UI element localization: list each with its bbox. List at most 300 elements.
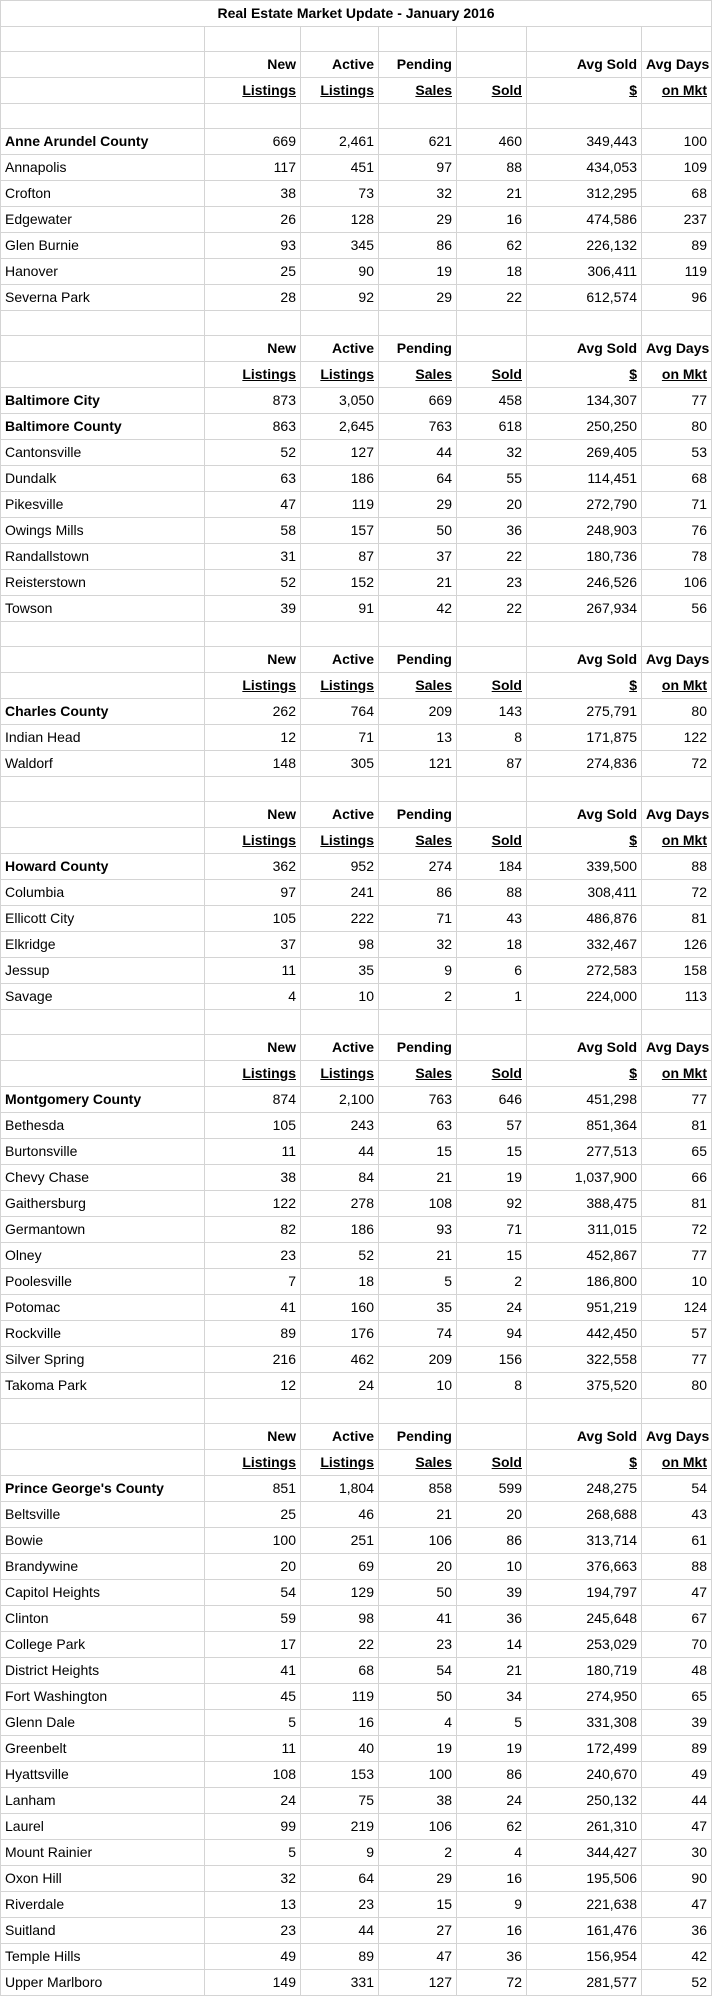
column-header — [301, 362, 379, 388]
avg-sold-price-cell: 224,000 — [527, 984, 642, 1010]
avg-days-on-market-cell: 109 — [642, 155, 712, 181]
table-row — [1, 285, 712, 311]
empty-cell — [527, 1399, 642, 1424]
avg-sold-price-cell: 180,719 — [527, 1658, 642, 1684]
avg-days-on-market-cell: 43 — [642, 1502, 712, 1528]
new-listings-cell: 12 — [205, 1373, 301, 1399]
avg-days-on-market-cell: 67 — [642, 1606, 712, 1632]
pending-sales-cell: 15 — [379, 1139, 457, 1165]
pending-sales-cell: 763 — [379, 414, 457, 440]
pending-sales-cell: 47 — [379, 1944, 457, 1970]
empty-cell — [205, 1399, 301, 1424]
column-header — [527, 1035, 642, 1061]
header-row-bottom — [1, 1061, 712, 1087]
avg-sold-price-cell: 221,638 — [527, 1892, 642, 1918]
table-row — [1, 1944, 712, 1970]
column-header-label: New — [267, 56, 296, 72]
new-listings-cell: 262 — [205, 699, 301, 725]
avg-sold-price-cell: 272,583 — [527, 958, 642, 984]
active-listings-cell: 764 — [301, 699, 379, 725]
avg-sold-price-cell: 268,688 — [527, 1502, 642, 1528]
pending-sales-cell: 13 — [379, 725, 457, 751]
avg-days-on-market-cell: 68 — [642, 466, 712, 492]
avg-days-on-market-cell: 49 — [642, 1762, 712, 1788]
sold-cell: 18 — [457, 259, 527, 285]
active-listings-cell: 98 — [301, 932, 379, 958]
city-name: Rockville — [1, 1321, 205, 1347]
sold-cell: 86 — [457, 1762, 527, 1788]
sold-cell: 4 — [457, 1840, 527, 1866]
avg-days-on-market-cell: 77 — [642, 388, 712, 414]
active-listings-cell: 160 — [301, 1295, 379, 1321]
column-header — [642, 828, 712, 854]
pending-sales-cell: 74 — [379, 1321, 457, 1347]
avg-days-on-market-cell: 88 — [642, 854, 712, 880]
sold-cell: 18 — [457, 932, 527, 958]
pending-sales-cell: 5 — [379, 1269, 457, 1295]
city-name: Severna Park — [1, 285, 205, 311]
new-listings-cell: 99 — [205, 1814, 301, 1840]
empty-cell — [1, 1424, 205, 1450]
avg-sold-price-cell: 474,586 — [527, 207, 642, 233]
table-row — [1, 259, 712, 285]
pending-sales-cell: 19 — [379, 1736, 457, 1762]
new-listings-cell: 149 — [205, 1970, 301, 1996]
new-listings-cell: 5 — [205, 1710, 301, 1736]
empty-cell — [301, 622, 379, 647]
pending-sales-cell: 64 — [379, 466, 457, 492]
avg-sold-price-cell: 114,451 — [527, 466, 642, 492]
empty-cell — [1, 52, 205, 78]
header-row-top — [1, 1424, 712, 1450]
new-listings-cell: 11 — [205, 1736, 301, 1762]
column-header-label: Avg Days — [646, 56, 710, 72]
avg-sold-price-cell: 261,310 — [527, 1814, 642, 1840]
pending-sales-cell: 32 — [379, 932, 457, 958]
avg-days-on-market-cell: 52 — [642, 1970, 712, 1996]
active-listings-cell: 129 — [301, 1580, 379, 1606]
active-listings-cell: 222 — [301, 906, 379, 932]
active-listings-cell: 127 — [301, 440, 379, 466]
avg-days-on-market-cell: 36 — [642, 1918, 712, 1944]
avg-days-on-market-cell: 77 — [642, 1087, 712, 1113]
new-listings-cell: 49 — [205, 1944, 301, 1970]
pending-sales-cell: 21 — [379, 1165, 457, 1191]
new-listings-cell: 59 — [205, 1606, 301, 1632]
avg-sold-price-cell: 250,132 — [527, 1788, 642, 1814]
active-listings-cell: 44 — [301, 1918, 379, 1944]
city-name: Elkridge — [1, 932, 205, 958]
pending-sales-cell: 21 — [379, 1502, 457, 1528]
avg-days-on-market-cell: 72 — [642, 1217, 712, 1243]
avg-days-on-market-cell: 78 — [642, 544, 712, 570]
column-header-label: Avg Days — [646, 806, 710, 822]
table-row — [1, 1762, 712, 1788]
column-header-label: Listings — [320, 1065, 374, 1081]
pending-sales-cell: 621 — [379, 129, 457, 155]
new-listings-cell: 874 — [205, 1087, 301, 1113]
table-row — [1, 1191, 712, 1217]
city-name: Greenbelt — [1, 1736, 205, 1762]
avg-days-on-market-cell: 47 — [642, 1814, 712, 1840]
column-header-label: on Mkt — [661, 832, 707, 848]
column-header-label: $ — [629, 82, 637, 98]
sold-cell: 72 — [457, 1970, 527, 1996]
empty-cell — [457, 1399, 527, 1424]
pending-sales-cell: 97 — [379, 155, 457, 181]
column-header — [527, 1424, 642, 1450]
column-header — [457, 1035, 527, 1061]
active-listings-cell: 331 — [301, 1970, 379, 1996]
column-header-label: Pending — [396, 651, 452, 667]
new-listings-cell: 45 — [205, 1684, 301, 1710]
sold-cell: 24 — [457, 1295, 527, 1321]
active-listings-cell: 243 — [301, 1113, 379, 1139]
pending-sales-cell: 274 — [379, 854, 457, 880]
empty-cell — [1, 1035, 205, 1061]
avg-days-on-market-cell: 66 — [642, 1165, 712, 1191]
active-listings-cell: 69 — [301, 1554, 379, 1580]
sold-cell: 15 — [457, 1139, 527, 1165]
city-name: College Park — [1, 1632, 205, 1658]
avg-days-on-market-cell: 81 — [642, 1191, 712, 1217]
avg-days-on-market-cell: 77 — [642, 1347, 712, 1373]
avg-sold-price-cell: 322,558 — [527, 1347, 642, 1373]
avg-days-on-market-cell: 80 — [642, 699, 712, 725]
pending-sales-cell: 106 — [379, 1814, 457, 1840]
column-header-label: Active — [331, 340, 374, 356]
avg-sold-price-cell: 248,275 — [527, 1476, 642, 1502]
city-name: Crofton — [1, 181, 205, 207]
city-name: Oxon Hill — [1, 1866, 205, 1892]
column-header — [379, 78, 457, 104]
table-row — [1, 1113, 712, 1139]
empty-cell — [457, 622, 527, 647]
city-name: Cantonsville — [1, 440, 205, 466]
column-header-label: on Mkt — [661, 1065, 707, 1081]
column-header-label: Pending — [396, 1039, 452, 1055]
empty-cell — [1, 78, 205, 104]
avg-days-on-market-cell: 44 — [642, 1788, 712, 1814]
city-name: Olney — [1, 1243, 205, 1269]
pending-sales-cell: 50 — [379, 1580, 457, 1606]
table-row — [1, 1580, 712, 1606]
active-listings-cell: 87 — [301, 544, 379, 570]
sold-cell: 8 — [457, 725, 527, 751]
county-row — [1, 414, 712, 440]
page-title: Real Estate Market Update - January 2016 — [1, 1, 712, 27]
avg-days-on-market-cell: 122 — [642, 725, 712, 751]
column-header-label: Sales — [415, 1454, 452, 1470]
column-header-label: Active — [331, 56, 374, 72]
new-listings-cell: 52 — [205, 440, 301, 466]
column-header-label: New — [267, 1039, 296, 1055]
active-listings-cell: 462 — [301, 1347, 379, 1373]
table-row — [1, 155, 712, 181]
avg-sold-price-cell: 172,499 — [527, 1736, 642, 1762]
avg-days-on-market-cell: 68 — [642, 181, 712, 207]
column-header — [642, 78, 712, 104]
column-header — [301, 828, 379, 854]
column-header-label: on Mkt — [661, 677, 707, 693]
avg-sold-price-cell: 486,876 — [527, 906, 642, 932]
avg-sold-price-cell: 339,500 — [527, 854, 642, 880]
active-listings-cell: 119 — [301, 1684, 379, 1710]
avg-days-on-market-cell: 72 — [642, 751, 712, 777]
empty-cell — [301, 311, 379, 336]
active-listings-cell: 345 — [301, 233, 379, 259]
header-row-bottom — [1, 828, 712, 854]
active-listings-cell: 89 — [301, 1944, 379, 1970]
sold-cell: 20 — [457, 492, 527, 518]
empty-cell — [1, 622, 205, 647]
column-header — [527, 336, 642, 362]
empty-cell — [301, 1399, 379, 1424]
column-header-label: Sold — [491, 1065, 522, 1081]
empty-cell — [1, 828, 205, 854]
city-name: Germantown — [1, 1217, 205, 1243]
new-listings-cell: 11 — [205, 1139, 301, 1165]
avg-sold-price-cell: 311,015 — [527, 1217, 642, 1243]
city-name: Glenn Dale — [1, 1710, 205, 1736]
avg-sold-price-cell: 246,526 — [527, 570, 642, 596]
pending-sales-cell: 44 — [379, 440, 457, 466]
empty-cell — [1, 362, 205, 388]
column-header — [457, 336, 527, 362]
new-listings-cell: 37 — [205, 932, 301, 958]
sold-cell: 6 — [457, 958, 527, 984]
new-listings-cell: 23 — [205, 1243, 301, 1269]
avg-days-on-market-cell: 10 — [642, 1269, 712, 1295]
active-listings-cell: 46 — [301, 1502, 379, 1528]
pending-sales-cell: 71 — [379, 906, 457, 932]
column-header — [379, 802, 457, 828]
column-header-label: Listings — [320, 832, 374, 848]
city-name: Takoma Park — [1, 1373, 205, 1399]
empty-cell — [1, 673, 205, 699]
city-name: Annapolis — [1, 155, 205, 181]
active-listings-cell: 176 — [301, 1321, 379, 1347]
avg-sold-price-cell: 272,790 — [527, 492, 642, 518]
active-listings-cell: 92 — [301, 285, 379, 311]
sold-cell: 460 — [457, 129, 527, 155]
table-row — [1, 984, 712, 1010]
table-row — [1, 1321, 712, 1347]
city-name: Potomac — [1, 1295, 205, 1321]
new-listings-cell: 41 — [205, 1295, 301, 1321]
pending-sales-cell: 38 — [379, 1788, 457, 1814]
column-header — [457, 1061, 527, 1087]
table-row — [1, 492, 712, 518]
avg-sold-price-cell: 313,714 — [527, 1528, 642, 1554]
active-listings-cell: 64 — [301, 1866, 379, 1892]
city-name: Savage — [1, 984, 205, 1010]
column-header — [205, 828, 301, 854]
avg-sold-price-cell: 612,574 — [527, 285, 642, 311]
column-header — [527, 802, 642, 828]
column-header-label: Active — [331, 651, 374, 667]
pending-sales-cell: 100 — [379, 1762, 457, 1788]
new-listings-cell: 17 — [205, 1632, 301, 1658]
sold-cell: 618 — [457, 414, 527, 440]
column-header — [642, 362, 712, 388]
active-listings-cell: 157 — [301, 518, 379, 544]
empty-cell — [379, 1399, 457, 1424]
pending-sales-cell: 41 — [379, 1606, 457, 1632]
column-header — [205, 52, 301, 78]
city-name: District Heights — [1, 1658, 205, 1684]
city-name: Dundalk — [1, 466, 205, 492]
sold-cell: 21 — [457, 181, 527, 207]
empty-cell — [1, 311, 205, 336]
column-header — [205, 1424, 301, 1450]
sold-cell: 62 — [457, 233, 527, 259]
column-header — [642, 1035, 712, 1061]
empty-cell — [642, 1010, 712, 1035]
pending-sales-cell: 763 — [379, 1087, 457, 1113]
table-row — [1, 725, 712, 751]
empty-cell — [301, 104, 379, 129]
column-header-label: $ — [629, 366, 637, 382]
header-row-bottom — [1, 1450, 712, 1476]
column-header-label: Sales — [415, 677, 452, 693]
table-row — [1, 1710, 712, 1736]
sold-cell: 43 — [457, 906, 527, 932]
column-header-label: $ — [629, 1454, 637, 1470]
column-header — [379, 828, 457, 854]
avg-days-on-market-cell: 77 — [642, 1243, 712, 1269]
column-header-label: Listings — [242, 82, 296, 98]
column-header — [457, 673, 527, 699]
avg-days-on-market-cell: 71 — [642, 492, 712, 518]
city-name: Upper Marlboro — [1, 1970, 205, 1996]
city-name: Poolesville — [1, 1269, 205, 1295]
city-name: Suitland — [1, 1918, 205, 1944]
column-header-label: Sold — [491, 832, 522, 848]
sold-cell: 22 — [457, 596, 527, 622]
avg-sold-price-cell: 194,797 — [527, 1580, 642, 1606]
pending-sales-cell: 9 — [379, 958, 457, 984]
sold-cell: 71 — [457, 1217, 527, 1243]
city-name: Brandywine — [1, 1554, 205, 1580]
empty-cell — [457, 1010, 527, 1035]
pending-sales-cell: 10 — [379, 1373, 457, 1399]
new-listings-cell: 873 — [205, 388, 301, 414]
avg-days-on-market-cell: 89 — [642, 1736, 712, 1762]
column-header-label: Avg Sold — [576, 806, 637, 822]
active-listings-cell: 68 — [301, 1658, 379, 1684]
column-header-label: on Mkt — [661, 1454, 707, 1470]
new-listings-cell: 38 — [205, 181, 301, 207]
column-header — [379, 1035, 457, 1061]
header-row-top — [1, 336, 712, 362]
title-row — [1, 1, 712, 27]
avg-sold-price-cell: 156,954 — [527, 1944, 642, 1970]
column-header-label: New — [267, 1428, 296, 1444]
new-listings-cell: 25 — [205, 259, 301, 285]
new-listings-cell: 47 — [205, 492, 301, 518]
column-header-label: Sold — [491, 1454, 522, 1470]
avg-days-on-market-cell: 106 — [642, 570, 712, 596]
column-header — [379, 1424, 457, 1450]
table-row — [1, 1269, 712, 1295]
new-listings-cell: 100 — [205, 1528, 301, 1554]
pending-sales-cell: 86 — [379, 233, 457, 259]
column-header-label: Avg Days — [646, 1039, 710, 1055]
new-listings-cell: 54 — [205, 1580, 301, 1606]
table-row — [1, 932, 712, 958]
column-header — [301, 1061, 379, 1087]
city-name: Indian Head — [1, 725, 205, 751]
table-row — [1, 1295, 712, 1321]
avg-sold-price-cell: 451,298 — [527, 1087, 642, 1113]
new-listings-cell: 851 — [205, 1476, 301, 1502]
active-listings-cell: 40 — [301, 1736, 379, 1762]
avg-days-on-market-cell: 61 — [642, 1528, 712, 1554]
new-listings-cell: 20 — [205, 1554, 301, 1580]
table-row — [1, 1788, 712, 1814]
active-listings-cell: 10 — [301, 984, 379, 1010]
empty-cell — [1, 336, 205, 362]
city-name: Beltsville — [1, 1502, 205, 1528]
table-row — [1, 1684, 712, 1710]
column-header — [642, 336, 712, 362]
avg-sold-price-cell: 274,836 — [527, 751, 642, 777]
avg-sold-price-cell: 253,029 — [527, 1632, 642, 1658]
sold-cell: 22 — [457, 285, 527, 311]
avg-sold-price-cell: 275,791 — [527, 699, 642, 725]
column-header — [205, 78, 301, 104]
column-header — [301, 673, 379, 699]
avg-sold-price-cell: 452,867 — [527, 1243, 642, 1269]
column-header-label: New — [267, 806, 296, 822]
empty-cell — [1, 1399, 205, 1424]
avg-sold-price-cell: 186,800 — [527, 1269, 642, 1295]
blank-row — [1, 311, 712, 336]
active-listings-cell: 952 — [301, 854, 379, 880]
avg-days-on-market-cell: 96 — [642, 285, 712, 311]
city-name: Columbia — [1, 880, 205, 906]
table-row — [1, 207, 712, 233]
column-header — [301, 336, 379, 362]
sold-cell: 646 — [457, 1087, 527, 1113]
avg-days-on-market-cell: 88 — [642, 1554, 712, 1580]
header-row-top — [1, 1035, 712, 1061]
table-row — [1, 1736, 712, 1762]
header-row-bottom — [1, 78, 712, 104]
table-row — [1, 751, 712, 777]
sold-cell: 1 — [457, 984, 527, 1010]
sold-cell: 94 — [457, 1321, 527, 1347]
column-header — [457, 647, 527, 673]
sold-cell: 21 — [457, 1658, 527, 1684]
table-row — [1, 1165, 712, 1191]
column-header-label: Active — [331, 1428, 374, 1444]
active-listings-cell: 451 — [301, 155, 379, 181]
active-listings-cell: 98 — [301, 1606, 379, 1632]
column-header — [205, 673, 301, 699]
city-name: Towson — [1, 596, 205, 622]
column-header-label: Listings — [242, 1454, 296, 1470]
active-listings-cell: 9 — [301, 1840, 379, 1866]
pending-sales-cell: 32 — [379, 181, 457, 207]
table-row — [1, 1502, 712, 1528]
column-header-label: Listings — [320, 677, 374, 693]
header-row-top — [1, 802, 712, 828]
active-listings-cell: 2,461 — [301, 129, 379, 155]
sold-cell: 16 — [457, 1918, 527, 1944]
new-listings-cell: 28 — [205, 285, 301, 311]
